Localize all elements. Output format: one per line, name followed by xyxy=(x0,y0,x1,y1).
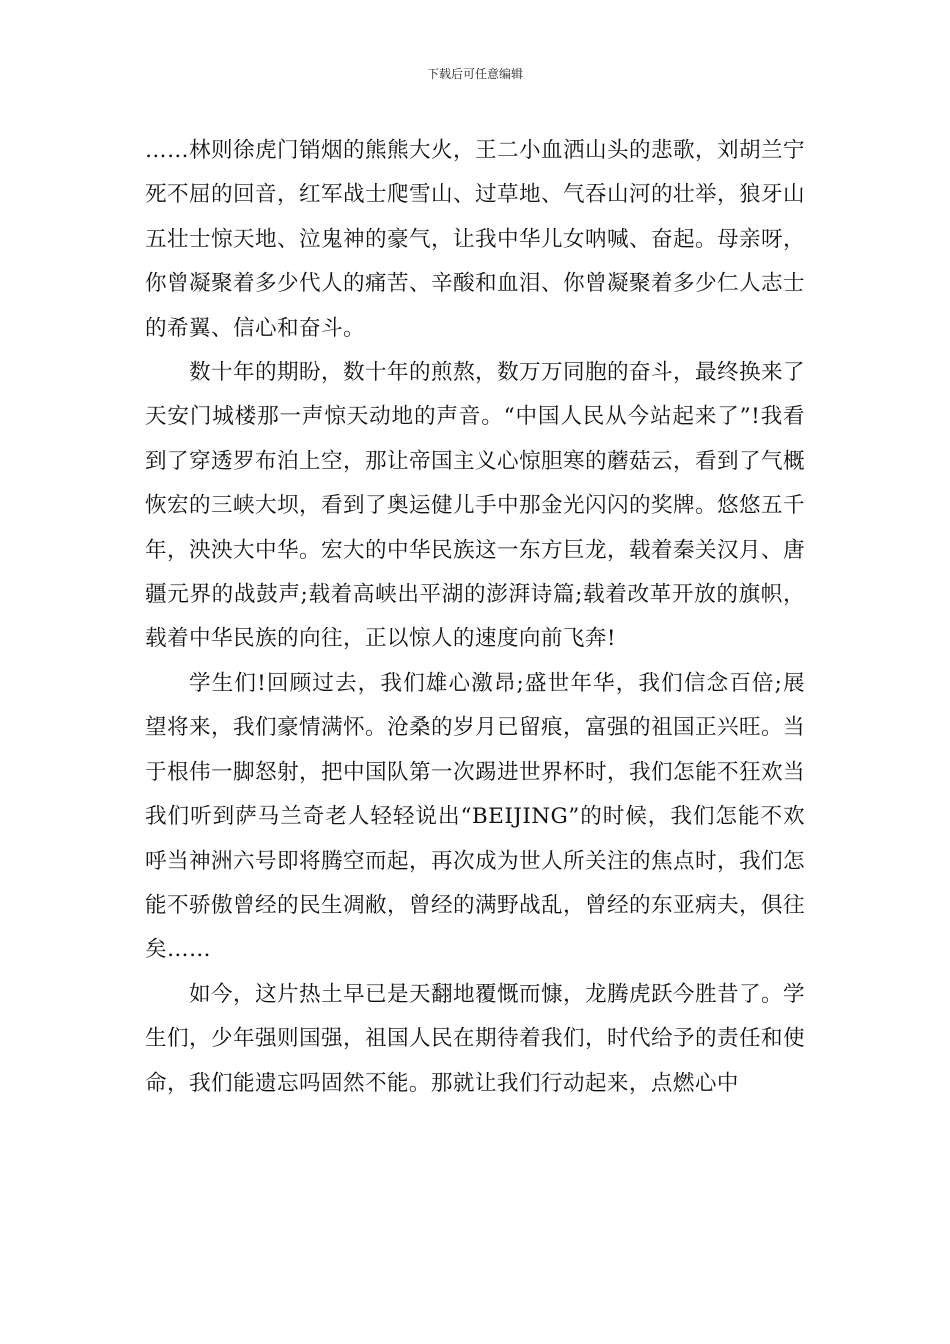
paragraph-2: 数十年的期盼，数十年的煎熬，数万万同胞的奋斗，最终换来了天安门城楼那一声惊天动地的声音。“中国人民从今站起来了”!我看到了穿透罗布泊上空，那让帝国主义心惊胆寒的蘑菇云，看到了气概恢宏的三峡大坝，看到了奥运健儿手中那金光闪闪的奖牌。悠悠五千年，泱泱大中华。宏大的中华民族这一东方巨龙，载着秦关汉月、唐疆元界的战鼓声;载着高峡出平湖的澎湃诗篇;载着改革开放的旗帜，载着中华民族的向往，正以惊人的速度向前飞奔! xyxy=(145,360,805,652)
paragraph-4: 如今，这片热土早已是天翻地覆慨而慷，龙腾虎跃今胜昔了。学生们，少年强则国强，祖国人民在期待着我们，时代给予的责任和使命，我们能遗忘吗固然不能。那就让我们行动起来，点燃心中 xyxy=(145,981,805,1096)
paragraph-3: 学生们!回顾过去，我们雄心激昂;盛世年华，我们信念百倍;展望将来，我们豪情满怀。沧桑的岁月已留痕，富强的祖国正兴旺。当于根伟一脚怒射，把中国队第一次踢进世界杯时，我们怎能不狂欢当我们听到萨马兰奇老人轻轻说出“BEIJING”的时候，我们怎能不欢呼当神洲六号即将腾空而起，再次成为世人所关注的焦点时，我们怎能不骄傲曾经的民生凋敝，曾经的满野战乱，曾经的东亚病夫，俱往矣…… xyxy=(145,670,805,963)
page-header-note: 下载后可任意编辑 xyxy=(426,67,523,81)
paragraph-1: ……林则徐虎门销烟的熊熊大火，王二小血洒山头的悲歌，刘胡兰宁死不屈的回音，红军战士爬雪山、过草地、气吞山河的壮举，狼牙山五壮士惊天地、泣鬼神的豪气，让我中华儿女呐喊、奋起。母亲呀，你曾凝聚着多少代人的痛苦、辛酸和血泪、你曾凝聚着多少仁人志士的希翼、信心和奋斗。 xyxy=(145,138,805,341)
document-body xyxy=(145,129,805,1106)
